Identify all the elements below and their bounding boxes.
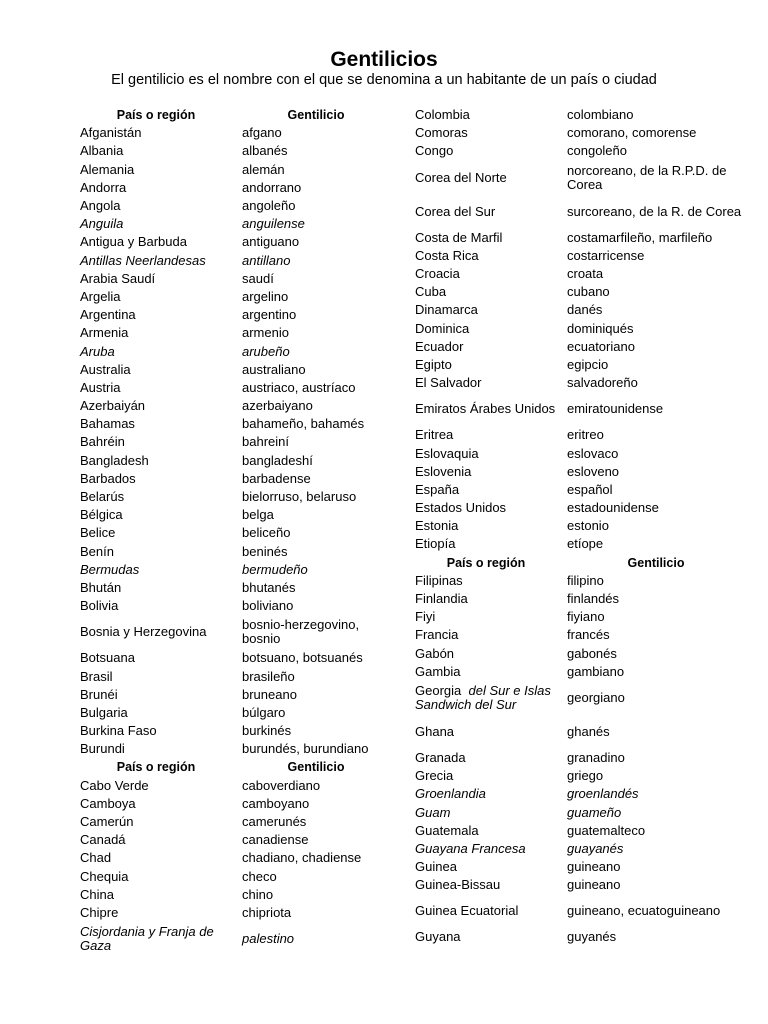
table-row [80, 233, 390, 251]
demonym-cell: guineano, ecuatoguineano [567, 903, 721, 919]
demonym-cell: bielorruso, belaruso [242, 489, 357, 505]
country-cell: Gambia [415, 663, 461, 679]
demonym-cell: botsuano, botsuanés [242, 650, 363, 666]
table-row [80, 415, 390, 433]
table-row [80, 831, 390, 849]
country-cell: Bolivia [80, 598, 119, 614]
table-header-row [415, 554, 745, 572]
demonym-cell: español [567, 481, 613, 497]
table-row [80, 543, 390, 561]
demonym-cell: argelino [242, 288, 289, 304]
table-row [415, 444, 745, 462]
demonym-table-right [415, 106, 745, 947]
demonym-cell: camboyano [242, 795, 310, 811]
demonym-cell: guayanés [567, 840, 624, 856]
demonym-cell: bosnio-herzegovino, bosnio [242, 617, 360, 647]
demonym-cell: checo [242, 868, 277, 884]
demonym-cell: brasileño [242, 668, 295, 684]
country-cell: Estonia [415, 518, 459, 534]
country-cell: Cabo Verde [80, 777, 149, 793]
table-row [415, 392, 745, 426]
country-cell: Bosnia y Herzegovina [80, 624, 207, 640]
demonym-cell: afgano [242, 125, 282, 141]
country-cell: Guinea-Bissau [415, 877, 501, 893]
demonym-cell: beliceño [242, 525, 291, 541]
left-table-body [80, 106, 390, 956]
table-row [415, 374, 745, 392]
demonym-cell: cubano [567, 284, 610, 300]
country-cell: Gabón [415, 645, 455, 661]
country-cell: Corea del Norte [415, 169, 507, 185]
table-row [415, 840, 745, 858]
table-row [415, 535, 745, 553]
country-cell: Eslovaquia [415, 445, 479, 461]
demonym-cell: salvadoreño [567, 375, 638, 391]
table-row [80, 142, 390, 160]
demonym-cell: australiano [242, 361, 306, 377]
demonym-cell: caboverdiano [242, 777, 321, 793]
country-cell: Dinamarca [415, 302, 478, 318]
table-row [80, 197, 390, 215]
demonym-cell: finlandés [567, 591, 620, 607]
table-row [80, 215, 390, 233]
demonym-cell: austriaco, austríaco [242, 379, 356, 395]
country-cell: Ecuador [415, 338, 464, 354]
country-cell: Belice [80, 525, 116, 541]
country-cell: Comoras [415, 125, 468, 141]
table-row [80, 342, 390, 360]
country-cell: Guatemala [415, 822, 479, 838]
country-cell: Burundi [80, 741, 125, 757]
country-cell: Groenlandia [415, 786, 486, 802]
demonym-table-left [80, 106, 390, 956]
demonym-cell: antillano [242, 252, 291, 268]
table-row [80, 179, 390, 197]
demonym-cell: ghanés [567, 723, 610, 739]
demonym-cell: armenio [242, 325, 289, 341]
country-name-italic-part: del Sur e Islas Sandwich del Sur [415, 682, 551, 712]
country-cell: Anguila [80, 216, 124, 232]
table-row [415, 645, 745, 663]
country-cell: Armenia [80, 325, 129, 341]
country-cell: Aruba [80, 343, 115, 359]
table-row [415, 681, 745, 715]
table-row [415, 356, 745, 374]
demonym-cell: chadiano, chadiense [242, 850, 362, 866]
table-row [80, 270, 390, 288]
demonym-cell: colombiano [567, 107, 634, 123]
demonym-cell: comorano, comorense [567, 125, 697, 141]
table-row [415, 463, 745, 481]
country-cell: Emiratos Árabes Unidos [415, 401, 556, 417]
demonym-cell: ecuatoriano [567, 338, 635, 354]
country-cell: Ghana [415, 723, 455, 739]
demonym-cell: boliviano [242, 598, 294, 614]
demonym-cell: guineano [567, 859, 621, 875]
demonym-cell: azerbaiyano [242, 398, 313, 414]
table-row [80, 849, 390, 867]
table-row [80, 379, 390, 397]
table-header-row [80, 758, 390, 776]
demonym-cell: búlgaro [242, 704, 286, 720]
country-cell: Corea del Sur [415, 203, 496, 219]
demonym-cell: costamarfileño, marfileño [567, 229, 713, 245]
table-row [80, 868, 390, 886]
table-row [415, 663, 745, 681]
demonym-cell: chino [242, 886, 274, 902]
demonym-cell: esloveno [567, 463, 620, 479]
demonym-cell: norcoreano, de la R.P.D. de Corea [567, 162, 727, 192]
table-row [415, 876, 745, 894]
demonym-cell: egipcio [567, 356, 609, 372]
country-cell: Finlandia [415, 591, 468, 607]
demonym-cell: granadino [567, 749, 625, 765]
table-row [415, 195, 745, 229]
table-row [80, 506, 390, 524]
country-cell: Guyana [415, 929, 461, 945]
table-row [415, 481, 745, 499]
country-cell: Antillas Neerlandesas [80, 252, 206, 268]
country-cell: Barbados [80, 470, 136, 486]
table-row [80, 795, 390, 813]
demonym-cell: antiguano [242, 234, 300, 250]
table-row [415, 590, 745, 608]
demonym-cell: filipino [567, 572, 604, 588]
demonym-cell: gabonés [567, 645, 617, 661]
demonym-cell: argentino [242, 307, 297, 323]
table-row [415, 858, 745, 876]
header-country: País o región [116, 760, 196, 775]
table-row [415, 517, 745, 535]
table-row [80, 524, 390, 542]
country-cell: Bangladesh [80, 452, 149, 468]
table-row [415, 608, 745, 626]
country-cell: Chequia [80, 868, 129, 884]
right-table-body [415, 106, 745, 947]
country-cell: Costa Rica [415, 247, 479, 263]
table-row [415, 803, 745, 821]
table-row [80, 649, 390, 667]
demonym-cell: bangladeshí [242, 452, 313, 468]
country-cell: Camboya [80, 795, 136, 811]
country-cell: China [80, 886, 114, 902]
country-cell: Bahréin [80, 434, 125, 450]
country-cell: Dominica [415, 320, 470, 336]
country-cell: Bulgaria [80, 704, 128, 720]
demonym-cell: eslovaco [567, 445, 619, 461]
country-cell: Botsuana [80, 650, 135, 666]
country-name: Georgia [415, 682, 462, 698]
header-country: País o región [446, 555, 526, 570]
table-row [80, 904, 390, 922]
table-row [80, 361, 390, 379]
demonym-cell: croata [567, 266, 604, 282]
country-cell: Afganistán [80, 125, 142, 141]
table-row [415, 894, 745, 928]
page-subtitle: El gentilicio es el nombre con el que se denomina a un habitante de un país o ciudad [111, 72, 657, 88]
demonym-cell: canadiense [242, 832, 309, 848]
country-cell: Bhután [80, 579, 122, 595]
demonym-cell: bhutanés [242, 579, 296, 595]
country-cell: Angola [80, 198, 121, 214]
left-column [80, 106, 390, 956]
demonym-cell: congoleño [567, 143, 627, 159]
country-cell: Chad [80, 850, 112, 866]
table-row [415, 229, 745, 247]
table-row [415, 426, 745, 444]
header-demonym: Gentilicio [287, 108, 345, 123]
table-row [80, 704, 390, 722]
demonym-cell: etíope [567, 536, 604, 552]
country-cell: Bahamas [80, 416, 135, 432]
country-cell: Costa de Marfil [415, 229, 503, 245]
table-row [415, 499, 745, 517]
demonym-cell: andorrano [242, 179, 302, 195]
table-row [80, 470, 390, 488]
table-row [80, 433, 390, 451]
table-row [415, 265, 745, 283]
country-cell: Canadá [80, 832, 126, 848]
table-row [415, 301, 745, 319]
country-cell: Guayana Francesa [415, 840, 526, 856]
table-row [80, 777, 390, 795]
country-cell: Brasil [80, 668, 113, 684]
demonym-cell: burundés, burundiano [242, 741, 369, 757]
country-cell: Egipto [415, 356, 452, 372]
table-row [80, 306, 390, 324]
demonym-cell: guatemalteco [567, 822, 646, 838]
table-row [80, 161, 390, 179]
country-cell: Guinea Ecuatorial [415, 903, 519, 919]
demonym-cell: arubeño [242, 343, 290, 359]
country-cell: Chipre [80, 904, 119, 920]
demonym-cell: costarricense [567, 247, 645, 263]
table-row [80, 813, 390, 831]
demonym-cell: chipriota [242, 904, 292, 920]
demonym-cell: guyanés [567, 929, 617, 945]
page-title: Gentilicios [330, 48, 438, 71]
header-demonym: Gentilicio [287, 760, 345, 775]
demonym-cell: groenlandés [567, 786, 639, 802]
country-cell: Croacia [415, 266, 460, 282]
demonym-cell: fiyiano [567, 609, 605, 625]
table-row [415, 626, 745, 644]
demonym-cell: anguilense [242, 216, 305, 232]
demonym-cell: alemán [242, 161, 285, 177]
table-row [415, 928, 745, 946]
demonym-cell: estadounidense [567, 500, 659, 516]
demonym-cell: gambiano [567, 663, 625, 679]
country-cell: Grecia [415, 768, 454, 784]
country-cell: Cisjordania y Franja de Gaza [80, 924, 214, 954]
table-row [415, 124, 745, 142]
country-cell: Camerún [80, 814, 134, 830]
country-cell: Guinea [415, 859, 457, 875]
country-cell: Azerbaiyán [80, 398, 146, 414]
demonym-cell: danés [567, 302, 603, 318]
country-cell: Benín [80, 543, 114, 559]
table-row [80, 397, 390, 415]
country-cell: Alemania [80, 161, 135, 177]
table-header-row [80, 106, 390, 124]
demonym-cell: albanés [242, 143, 288, 159]
demonym-cell: guineano [567, 877, 621, 893]
country-cell: Argentina [80, 307, 136, 323]
demonym-cell: palestino [242, 931, 295, 947]
table-row [80, 124, 390, 142]
demonym-cell: bruneano [242, 686, 297, 702]
table-row [80, 579, 390, 597]
demonym-cell: camerunés [242, 814, 307, 830]
country-cell: Austria [80, 379, 121, 395]
right-column [415, 106, 745, 947]
table-row [80, 561, 390, 579]
country-cell: Filipinas [415, 572, 463, 588]
country-cell: Burkina Faso [80, 723, 157, 739]
country-cell: Argelia [80, 288, 121, 304]
demonym-cell: emiratounidense [567, 401, 664, 417]
table-row [415, 320, 745, 338]
demonym-cell: barbadense [242, 470, 311, 486]
demonym-cell: surcoreano, de la R. de Corea [567, 203, 742, 219]
country-cell: Belarús [80, 489, 125, 505]
country-cell: Etiopía [415, 536, 456, 552]
demonym-cell: bermudeño [242, 561, 308, 577]
table-row [80, 324, 390, 342]
table-row [415, 142, 745, 160]
table-row [415, 161, 745, 195]
country-cell: Eslovenia [415, 463, 472, 479]
country-cell: Fiyi [415, 609, 436, 625]
header-demonym: Gentilicio [627, 555, 685, 570]
country-cell: Albania [80, 143, 124, 159]
country-cell: Brunéi [80, 686, 118, 702]
demonym-cell: guameño [567, 804, 622, 820]
table-row [415, 749, 745, 767]
demonym-cell: georgiano [567, 689, 625, 705]
demonym-cell: beninés [242, 543, 288, 559]
table-row [80, 886, 390, 904]
demonym-cell: belga [242, 507, 274, 523]
demonym-cell: angoleño [242, 198, 296, 214]
table-row [415, 106, 745, 124]
table-row [415, 785, 745, 803]
table-row [415, 767, 745, 785]
demonym-cell: bahreiní [242, 434, 289, 450]
country-cell: Granada [415, 749, 466, 765]
country-cell: Antigua y Barbuda [80, 234, 187, 250]
country-cell: Australia [80, 361, 131, 377]
demonym-cell: burkinés [242, 723, 292, 739]
table-row [80, 452, 390, 470]
table-row [80, 740, 390, 758]
table-row [415, 247, 745, 265]
demonym-cell: saudí [242, 270, 274, 286]
table-row [80, 252, 390, 270]
country-cell: Colombia [415, 107, 470, 123]
country-cell: Estados Unidos [415, 500, 507, 516]
header-country: País o región [116, 108, 196, 123]
demonym-cell: dominiqués [567, 320, 634, 336]
country-cell: El Salvador [415, 375, 482, 391]
country-cell: Bermudas [80, 561, 140, 577]
table-row [80, 667, 390, 685]
demonym-cell: bahameño, bahamés [242, 416, 365, 432]
table-row [415, 338, 745, 356]
demonym-cell: estonio [567, 518, 609, 534]
table-row [80, 922, 390, 956]
country-cell: España [415, 481, 460, 497]
country-cell: Andorra [80, 179, 127, 195]
table-row [415, 572, 745, 590]
country-cell [415, 681, 567, 715]
table-row [415, 715, 745, 749]
table-row [80, 722, 390, 740]
table-row [80, 686, 390, 704]
country-cell: Francia [415, 627, 459, 643]
table-row [80, 288, 390, 306]
demonym-cell: griego [567, 768, 604, 784]
table-row [415, 283, 745, 301]
country-cell: Arabia Saudí [80, 270, 156, 286]
country-cell: Guam [415, 804, 451, 820]
table-row [80, 615, 390, 649]
country-cell: Eritrea [415, 427, 454, 443]
country-cell: Cuba [415, 284, 447, 300]
table-row [415, 822, 745, 840]
country-cell: Bélgica [80, 507, 123, 523]
demonym-cell: eritreo [567, 427, 604, 443]
country-cell: Congo [415, 143, 454, 159]
table-row [80, 488, 390, 506]
table-row [80, 597, 390, 615]
demonym-cell: francés [567, 627, 610, 643]
